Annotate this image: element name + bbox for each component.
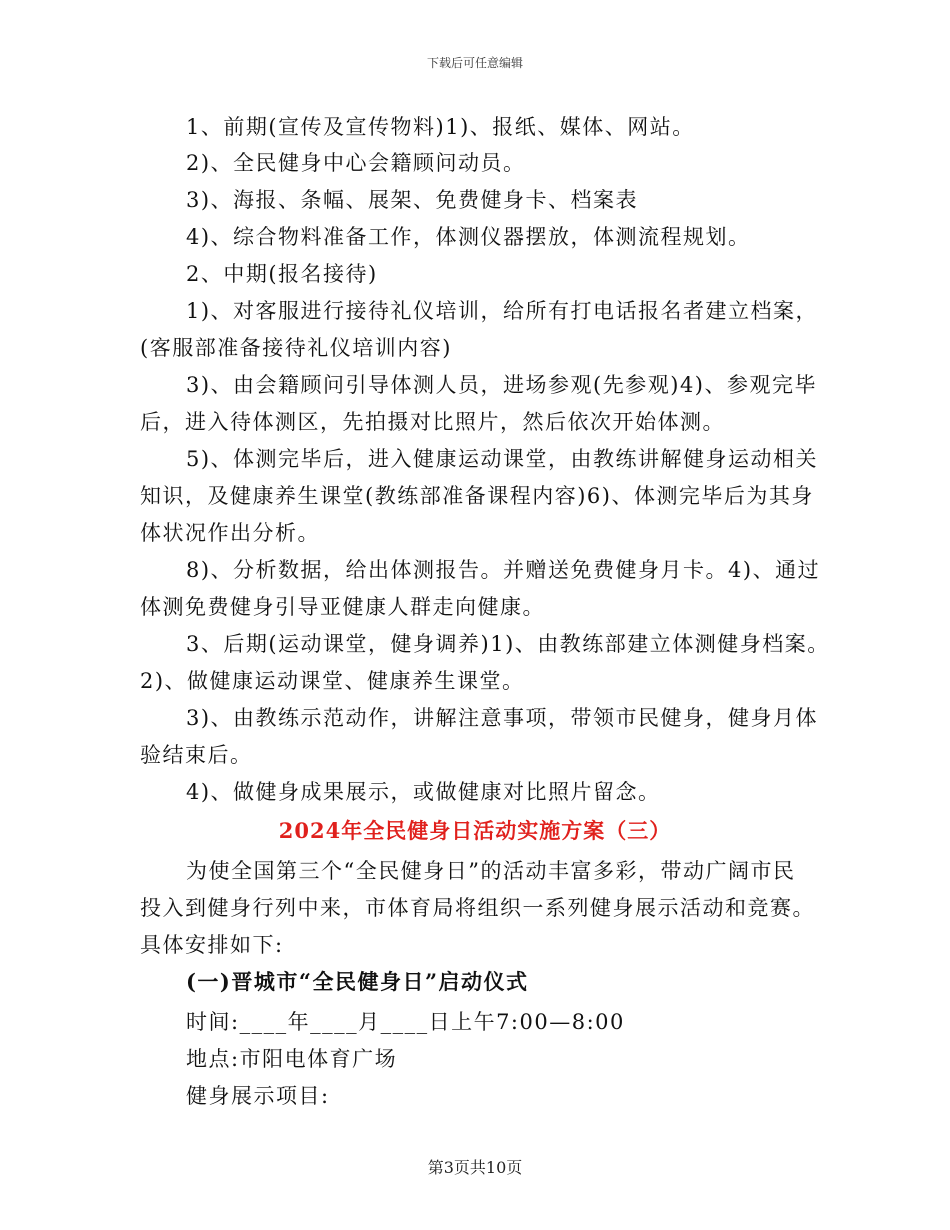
paragraph-line: 后，进入待体测区，先拍摄对比照片，然后依次开始体测。 bbox=[140, 410, 725, 434]
paragraph-line: 为使全国第三个“全民健身日”的活动丰富多彩，带动广阔市民 bbox=[186, 859, 796, 883]
paragraph-line: 4)、综合物料准备工作，体测仪器摆放，体测流程规划。 bbox=[186, 225, 751, 249]
paragraph-line: 3)、海报、条幅、展架、免费健身卡、档案表 bbox=[186, 188, 639, 212]
paragraph-line: 知识，及健康养生课堂(教练部准备课程内容)6)、体测完毕后为其身 bbox=[140, 484, 814, 508]
paragraph-line: 时间:____年____月____日上午7:00—8:00 bbox=[186, 1010, 625, 1034]
paragraph-line: 2)、做健康运动课堂、健康养生课堂。 bbox=[140, 669, 525, 693]
paragraph-line: 3)、由教练示范动作，讲解注意事项，带领市民健身，健身月体 bbox=[186, 706, 819, 730]
paragraph-line: 1)、对客服进行接待礼仪培训，给所有打电话报名者建立档案， bbox=[186, 299, 819, 323]
paragraph-line: 地点:市阳电体育广场 bbox=[186, 1047, 398, 1071]
paragraph-line: 3、后期(运动课堂，健身调养)1)、由教练部建立体测健身档案。 bbox=[186, 632, 830, 656]
paragraph-line: 3)、由会籍顾问引导体测人员，进场参观(先参观)4)、参观完毕 bbox=[186, 373, 817, 397]
paragraph-line: (客服部准备接待礼仪培训内容) bbox=[140, 336, 452, 360]
section-title: 2024年全民健身日活动实施方案（三） bbox=[278, 818, 672, 843]
page-header: 下载后可任意编辑 bbox=[426, 56, 523, 70]
paragraph-line: 2)、全民健身中心会籍顾问动员。 bbox=[186, 151, 526, 175]
paragraph-line: 5)、体测完毕后，进入健康运动课堂，由教练讲解健身运动相关 bbox=[186, 447, 819, 471]
paragraph-line: 1、前期(宣传及宣传物料)1)、报纸、媒体、网站。 bbox=[186, 115, 695, 139]
paragraph-line: 健身展示项目: bbox=[186, 1084, 330, 1108]
paragraph-line: 4)、做健身成果展示，或做健康对比照片留念。 bbox=[186, 780, 661, 804]
subsection-heading: (一)晋城市“全民健身日”启动仪式 bbox=[186, 969, 529, 994]
paragraph-line: 具体安排如下: bbox=[140, 933, 284, 957]
paragraph-line: 8)、分析数据，给出体测报告。并赠送免费健身月卡。4)、通过 bbox=[186, 558, 821, 582]
paragraph-line: 2、中期(报名接待) bbox=[186, 262, 378, 286]
paragraph-line: 验结束后。 bbox=[140, 743, 253, 767]
paragraph-line: 投入到健身行列中来，市体育局将组织一系列健身展示活动和竞赛。 bbox=[140, 896, 815, 920]
page-footer: 第3页共10页 bbox=[427, 1158, 523, 1177]
paragraph-line: 体测免费健身引导亚健康人群走向健康。 bbox=[140, 595, 545, 619]
paragraph-line: 体状况作出分析。 bbox=[140, 521, 320, 545]
